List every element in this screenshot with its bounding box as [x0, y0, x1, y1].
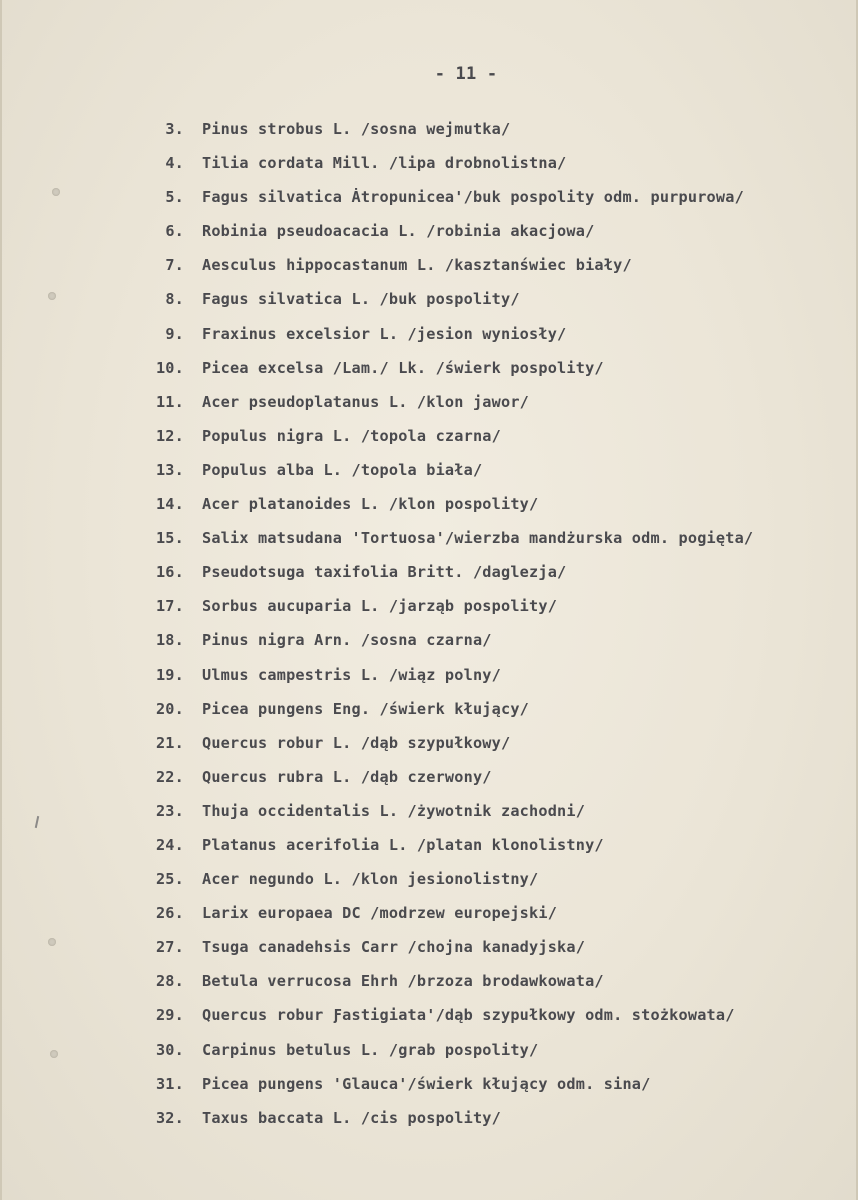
list-item: [2, 766, 858, 800]
item-number: 24.: [155, 835, 184, 854]
item-number: 22.: [155, 767, 184, 786]
item-number: 5.: [165, 188, 184, 207]
list-item: [2, 1107, 858, 1141]
species-name: Populus nigra L. /topola czarna/: [202, 426, 501, 445]
list-item: [2, 1004, 858, 1038]
list-item: [2, 288, 858, 322]
item-number: 8.: [165, 290, 184, 309]
item-number: 6.: [165, 222, 184, 241]
species-name: Taxus baccata L. /cis pospolity/: [202, 1108, 501, 1127]
species-name: Fagus silvatica Ȧtropunicea'/buk pospolity odm. purpurowa/: [202, 188, 744, 207]
species-name: Sorbus aucuparia L. /jarząb pospolity/: [202, 597, 558, 616]
list-item: [2, 561, 858, 595]
item-number: 9.: [165, 324, 184, 343]
list-item: [2, 936, 858, 970]
list-item: [2, 254, 858, 288]
species-name: Betula verrucosa Ehrh /brzoza brodawkowata/: [202, 972, 604, 991]
item-number: 23.: [155, 801, 184, 820]
species-name: Larix europaea DC /modrzew europejski/: [202, 904, 558, 923]
item-number: 12.: [155, 426, 184, 445]
species-name: Quercus rubra L. /dąb czerwony/: [202, 767, 492, 786]
species-name: Aesculus hippocastanum L. /kasztanświec biały/: [202, 256, 632, 275]
species-name: Pseudotsuga taxifolia Britt. /daglezja/: [202, 563, 567, 582]
item-number: 15.: [155, 529, 184, 548]
list-item: [2, 868, 858, 902]
item-number: 27.: [155, 938, 184, 957]
list-item: [2, 595, 858, 629]
species-name: Quercus robur Ƒastigiata'/dąb szypułkowy odm. stożkowata/: [202, 1006, 735, 1025]
list-item: [2, 800, 858, 834]
species-list: [2, 118, 858, 1141]
page-number: - 11 -: [434, 64, 498, 84]
item-number: 29.: [155, 1006, 184, 1025]
list-item: [2, 220, 858, 254]
item-number: 16.: [155, 563, 184, 582]
list-item: [2, 1073, 858, 1107]
list-item: [2, 425, 858, 459]
item-number: 31.: [155, 1074, 184, 1093]
item-number: 3.: [165, 120, 184, 138]
list-item: [2, 970, 858, 1004]
species-name: Thuja occidentalis L. /żywotnik zachodni/: [202, 801, 586, 820]
item-number: 28.: [155, 972, 184, 991]
species-name: Quercus robur L. /dąb szypułkowy/: [202, 733, 511, 752]
item-number: 19.: [155, 665, 184, 684]
species-name: Platanus acerifolia L. /platan klonolistny/: [202, 835, 604, 854]
list-item: [2, 732, 858, 766]
species-name: Fagus silvatica L. /buk pospolity/: [202, 290, 520, 309]
item-number: 18.: [155, 631, 184, 650]
list-item: [2, 186, 858, 220]
list-item: [2, 152, 858, 186]
list-item: [2, 698, 858, 732]
species-name: Salix matsudana 'Tortuosa'/wierzba mandżurska odm. pogięta/: [202, 529, 754, 548]
item-number: 32.: [155, 1108, 184, 1127]
species-name: Robinia pseudoacacia L. /robinia akacjowa/: [202, 222, 595, 241]
item-number: 17.: [155, 597, 184, 616]
species-name: Acer pseudoplatanus L. /klon jawor/: [202, 392, 530, 411]
item-number: 14.: [155, 495, 184, 514]
list-item: [2, 459, 858, 493]
species-name: Tilia cordata Mill. /lipa drobnolistna/: [202, 154, 567, 173]
list-item: [2, 118, 858, 152]
species-name: Acer negundo L. /klon jesionolistny/: [202, 870, 539, 889]
item-number: 26.: [155, 904, 184, 923]
list-item: [2, 527, 858, 561]
item-number: 10.: [155, 358, 184, 377]
list-item: [2, 664, 858, 698]
species-name: Picea pungens 'Glauca'/świerk kłujący odm. sina/: [202, 1074, 651, 1093]
list-item: [2, 1039, 858, 1073]
species-name: Acer platanoides L. /klon pospolity/: [202, 495, 539, 514]
list-item: [2, 629, 858, 663]
list-item: [2, 902, 858, 936]
species-name: Ulmus campestris L. /wiąz polny/: [202, 665, 501, 684]
item-number: 11.: [155, 392, 184, 411]
item-number: 4.: [165, 154, 184, 173]
species-name: Carpinus betulus L. /grab pospolity/: [202, 1040, 539, 1059]
item-number: 7.: [165, 256, 184, 275]
list-item: [2, 391, 858, 425]
species-name: Populus alba L. /topola biała/: [202, 460, 483, 479]
item-number: 20.: [155, 699, 184, 718]
item-number: 25.: [155, 870, 184, 889]
species-name: Picea pungens Eng. /świerk kłujący/: [202, 699, 530, 718]
item-number: 21.: [155, 733, 184, 752]
list-item: [2, 357, 858, 391]
item-number: 13.: [155, 460, 184, 479]
item-number: 30.: [155, 1040, 184, 1059]
species-name: Fraxinus excelsior L. /jesion wyniosły/: [202, 324, 567, 343]
list-item: [2, 493, 858, 527]
list-item: [2, 323, 858, 357]
species-name: Tsuga canadehsis Carr /chojna kanadyjska/: [202, 938, 586, 957]
species-name: Pinus strobus L. /sosna wejmutka/: [202, 120, 511, 138]
species-name: Pinus nigra Arn. /sosna czarna/: [202, 631, 492, 650]
list-item: [2, 834, 858, 868]
species-name: Picea excelsa /Lam./ Lk. /świerk pospolity/: [202, 358, 604, 377]
